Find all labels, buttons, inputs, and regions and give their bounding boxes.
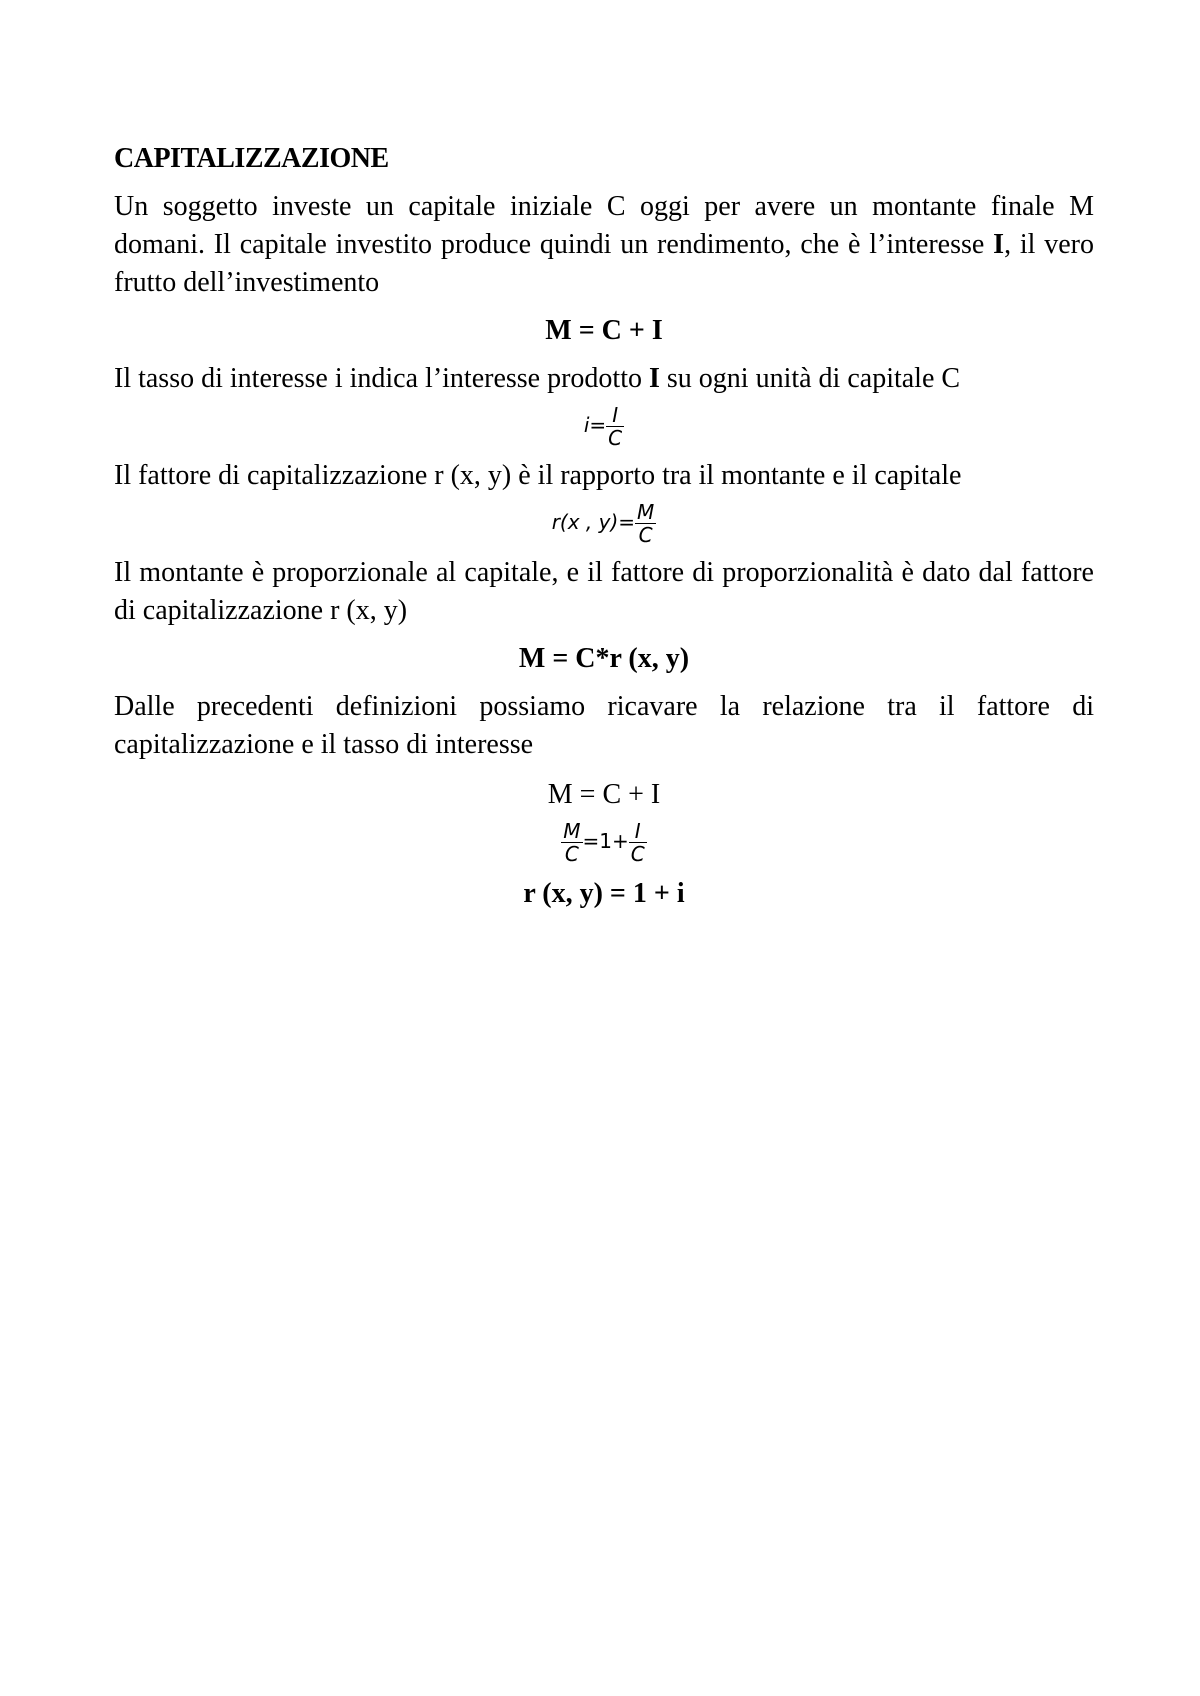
- paragraph-interest-rate: [114, 360, 1094, 398]
- paragraph-intro-text-1: Un soggetto investe un capitale iniziale C oggi per avere un montante finale M domani. Il capitale investito produce quindi un rendimento, che è l’interesse: [114, 191, 1094, 260]
- formula-interest-rate-lhs: i=: [583, 413, 607, 437]
- fraction-numerator: M: [637, 500, 655, 524]
- formula-interest-rate: [114, 404, 1094, 449]
- document-page: [114, 140, 1094, 923]
- paragraph-relation: Dalle precedenti definizioni possiamo ricavare la relazione tra il fattore di capitalizzazione e il tasso di interesse: [114, 691, 1094, 760]
- formula-capitalization-factor-lhs: r(x , y)=: [551, 510, 636, 534]
- fraction-i-over-c: [606, 404, 624, 449]
- paragraph-interest-rate-text-2: su ogni unità di capitale C: [659, 363, 961, 394]
- paragraph-interest-rate-text-1: Il tasso di interesse i indica l’interesse prodotto: [114, 363, 649, 394]
- equation-montante: M = C + I: [545, 315, 663, 346]
- formula-m-over-c-middle: =1+: [582, 829, 629, 853]
- paragraph-intro-text-2: , il vero frutto dell’investimento: [114, 229, 1095, 298]
- equation-montante-plain: M = C + I: [547, 779, 661, 810]
- fraction-numerator: M: [563, 819, 581, 843]
- equation-montante-factor: M = C*r (x, y): [518, 643, 690, 674]
- formula-m-over-c: [114, 820, 1094, 865]
- document-heading: CAPITALIZZAZIONE: [114, 143, 389, 174]
- paragraph-capitalization-factor: Il fattore di capitalizzazione r (x, y) è il rapporto tra il montante e il capitale: [114, 460, 962, 491]
- fraction-denominator: C: [564, 842, 579, 866]
- fraction-numerator: I: [629, 820, 647, 843]
- fraction-i-over-c-right: [629, 820, 647, 865]
- fraction-m-over-c: [635, 501, 656, 546]
- paragraph-interest-rate-bold-interest: I: [648, 363, 660, 394]
- paragraph-proportionality: Il montante è proporzionale al capitale, e il fattore di proporzionalità è dato dal fattore di capitalizzazione r (x, y): [114, 557, 1094, 626]
- paragraph-intro-bold-interest: I: [993, 229, 1005, 260]
- fraction-m-over-c-left: [561, 820, 582, 865]
- fraction-denominator: C: [638, 523, 653, 547]
- equation-final-relation: r (x, y) = 1 + i: [523, 878, 685, 909]
- fraction-denominator: C: [608, 426, 623, 450]
- formula-capitalization-factor: [114, 501, 1094, 546]
- paragraph-intro: [114, 188, 1094, 302]
- fraction-denominator: C: [630, 842, 645, 866]
- fraction-numerator: I: [606, 404, 624, 427]
